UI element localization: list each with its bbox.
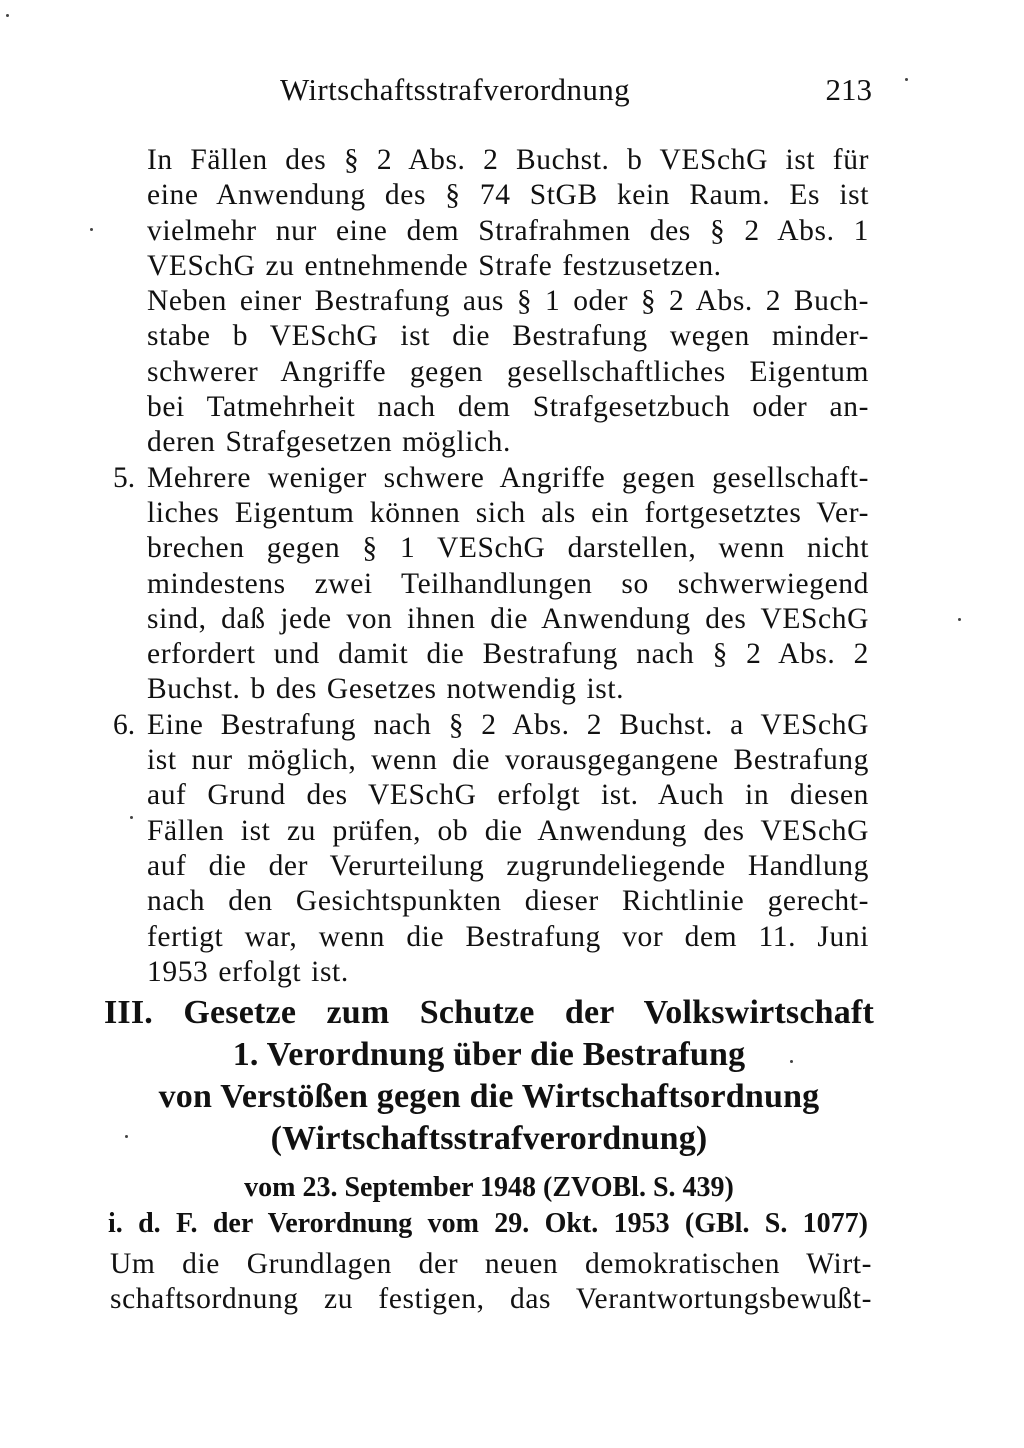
text-line: liches Eigentum können sich als ein fortgesetztes Ver- [147,496,869,529]
text-line: stabe b VESchG ist die Bestrafung wegen minder- [147,320,869,353]
text-line: fertigt war, wenn die Bestrafung vor dem 11. Juni [147,920,869,953]
scan-speck [130,816,133,819]
text-line: sind, daß jede von ihnen die Anwendung des VESchG [147,602,869,635]
text-line: Eine Bestrafung nach § 2 Abs. 2 Buchst. a VESchG [147,708,869,741]
text-line: 1953 erfolgt ist. [147,955,349,988]
section-heading: III. Gesetze zum Schutze der Volkswirtschaft [104,994,874,1031]
scan-speck [6,14,9,17]
text-line: In Fällen des § 2 Abs. 2 Buchst. b VESchG ist für [147,144,869,176]
page-number: 213 [825,72,872,107]
subheading-line: 1. Verordnung über die Bestrafung [232,1036,746,1073]
running-header [150,72,872,112]
text-line: VESchG zu entnehmende Strafe festzusetzen. [147,249,722,282]
item-number: 5. [113,461,136,494]
scan-speck [125,1135,128,1138]
paragraph-1 [147,143,869,284]
numbered-item-5 [113,461,869,708]
text-line: schaftsordnung zu festigen, das Verantwortungsbewußt- [110,1283,872,1316]
scan-speck [958,618,961,621]
text-line: ist nur möglich, wenn die vorausgegangene Bestrafung [147,744,869,777]
scan-speck [905,78,908,81]
scan-speck [90,228,93,231]
running-title: Wirtschaftsstrafverordnung [280,72,631,107]
text-line: auf Grund des VESchG erfolgt ist. Auch in diesen [147,779,869,812]
subheading-line: von Verstößen gegen die Wirtschaftsordnung [158,1078,820,1115]
text-line: Fällen ist zu prüfen, ob die Anwendung des VESchG [147,814,869,847]
numbered-item-6 [113,708,869,990]
item-number: 6. [113,708,136,741]
text-line: schwerer Angriffe gegen gesellschaftliches Eigentum [147,355,869,388]
text-line: eine Anwendung des § 74 StGB kein Raum. Es ist [147,179,869,212]
subheading-line: (Wirtschaftsstrafverordnung) [270,1120,708,1157]
text-line: Neben einer Bestrafung aus § 1 oder § 2 Abs. 2 Buch- [147,285,869,318]
text-line: vielmehr nur eine dem Strafrahmen des § 2 Abs. 1 [147,214,869,247]
section-heading-block [104,992,874,1242]
scan-speck [790,1060,793,1063]
text-line: mindestens zwei Teilhandlungen so schwerwiegend [147,567,869,600]
text-line: brechen gegen § 1 VESchG darstellen, wenn nicht [147,532,869,565]
text-line: nach den Gesichtspunkten dieser Richtlinie gerecht- [147,885,869,918]
body-text [113,143,869,990]
text-line: auf die der Verurteilung zugrundeliegende Handlung [147,849,869,882]
date-line: vom 23. September 1948 (ZVOBl. S. 439) [244,1172,734,1203]
text-line: deren Strafgesetzen möglich. [147,426,512,459]
text-line: bei Tatmehrheit nach dem Strafgesetzbuch oder an- [147,391,869,424]
text-line: erfordert und damit die Bestrafung nach § 2 Abs. 2 [147,638,869,671]
text-line: Buchst. b des Gesetzes notwendig ist. [147,673,625,706]
amendment-line: i. d. F. der Verordnung vom 29. Okt. 1953 (GBl. S. 1077) [108,1208,868,1239]
text-line: Mehrere weniger schwere Angriffe gegen gesellschaft- [147,461,869,494]
intro-paragraph [110,1247,872,1318]
paragraph-2 [147,284,869,460]
text-line: Um die Grundlagen der neuen demokratischen Wirt- [110,1248,872,1280]
